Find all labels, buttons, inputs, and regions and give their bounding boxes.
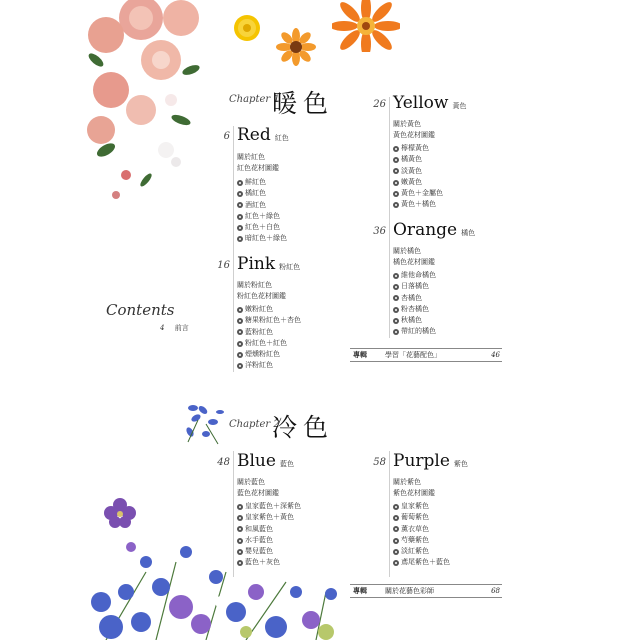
- list-item-label: 黃色＋金屬色: [401, 189, 443, 198]
- blue-flowers-image: [178, 398, 228, 446]
- bullet-icon: [393, 157, 399, 163]
- chapter2-label: Chapter 2: [229, 419, 280, 430]
- list-item-label: 粉杏橘色: [401, 304, 429, 313]
- list-item-label: 黃色＋橘色: [401, 200, 436, 209]
- section-title-en: Purple: [393, 451, 450, 471]
- list-item-label: 洋粉紅色: [245, 361, 273, 370]
- bullet-icon: [237, 180, 243, 186]
- list-item[interactable]: [393, 143, 443, 154]
- bullet-icon: [393, 295, 399, 301]
- list-item[interactable]: [237, 304, 301, 315]
- list-item-label: 和風藍色: [245, 524, 273, 533]
- bullet-icon: [393, 549, 399, 555]
- bullet-icon: [237, 549, 243, 555]
- section-about: 關於橘色: [393, 247, 421, 255]
- bullet-icon: [393, 284, 399, 290]
- section-page-number: 48: [217, 457, 230, 468]
- list-item[interactable]: [393, 546, 450, 557]
- chapter1-title: 暖色: [272, 89, 335, 118]
- bullet-icon: [393, 202, 399, 208]
- list-item-label: 粉紅色＋紅色: [245, 338, 287, 347]
- section-title-en: Red: [237, 125, 271, 145]
- list-item[interactable]: [237, 188, 287, 199]
- section-description: [237, 280, 286, 302]
- list-item[interactable]: [237, 233, 287, 244]
- list-item-label: 芍藥紫色: [401, 535, 429, 544]
- list-item[interactable]: [237, 349, 301, 360]
- bullet-icon: [393, 307, 399, 313]
- section-title-zh: 藍色: [279, 460, 294, 468]
- list-item[interactable]: [237, 200, 287, 211]
- list-item[interactable]: [237, 512, 301, 523]
- section-description: [393, 246, 435, 268]
- section-description: [237, 477, 279, 499]
- list-item-label: 鮮紅色: [245, 178, 266, 186]
- bullet-icon: [237, 329, 243, 335]
- section-page-number: 58: [373, 457, 386, 468]
- divider-line: [233, 126, 234, 372]
- bullet-icon: [237, 318, 243, 324]
- bullet-icon: [393, 180, 399, 186]
- preface-label: 前言: [174, 324, 189, 332]
- list-item[interactable]: [393, 501, 450, 512]
- section-page-number: 26: [373, 99, 386, 110]
- list-item[interactable]: [237, 211, 287, 222]
- preface-page-number: 4: [160, 324, 165, 332]
- list-item-label: 暗紅色＋綠色: [245, 234, 287, 243]
- bullet-icon: [237, 538, 243, 544]
- section-title-zh: 橘色: [461, 229, 476, 237]
- bullet-icon: [237, 515, 243, 521]
- list-item-label: 日落橘色: [401, 282, 429, 291]
- bullet-icon: [393, 504, 399, 510]
- list-item[interactable]: [393, 557, 450, 568]
- topic-page-number: 68: [491, 587, 500, 595]
- list-item[interactable]: [237, 546, 301, 557]
- section-item-list: [237, 304, 301, 372]
- list-item[interactable]: [393, 326, 436, 337]
- section-title-zh: 紫色: [453, 460, 468, 468]
- list-item-label: 皇家紫色: [401, 502, 429, 510]
- topic-tag: 專輯: [353, 586, 367, 595]
- section-title: [393, 451, 468, 471]
- list-item-label: 嫩黃色: [401, 177, 422, 186]
- bullet-icon: [393, 146, 399, 152]
- section-description: [393, 477, 435, 499]
- list-item-label: 嫩粉紅色: [245, 305, 273, 313]
- section-guide: 粉紅色花材圖鑑: [237, 292, 286, 300]
- section-title-en: Yellow: [393, 93, 449, 113]
- list-item[interactable]: [237, 338, 301, 349]
- section-title-zh: 紅色: [274, 134, 289, 142]
- list-item-label: 皇家紫色＋黃色: [245, 513, 294, 522]
- section-guide: 橘色花材圖鑑: [393, 258, 435, 266]
- topic-bar[interactable]: [350, 584, 502, 598]
- contents-title: Contents: [106, 301, 175, 319]
- list-item-label: 酒紅色: [245, 200, 266, 209]
- list-item-label: 秋橘色: [401, 316, 422, 325]
- bullet-icon: [393, 273, 399, 279]
- bullet-icon: [393, 191, 399, 197]
- orange-flower-small-image: [276, 28, 316, 66]
- list-item-label: 薰衣草色: [401, 524, 429, 533]
- bullet-icon: [237, 202, 243, 208]
- list-item[interactable]: [393, 524, 450, 535]
- list-item-label: 杏橘色: [401, 293, 422, 302]
- bullet-icon: [237, 504, 243, 510]
- list-item[interactable]: [393, 177, 443, 188]
- list-item[interactable]: [393, 315, 436, 326]
- bullet-icon: [393, 526, 399, 532]
- bullet-icon: [237, 341, 243, 347]
- section-guide: 紅色花材圖鑑: [237, 164, 279, 172]
- section-item-list: [237, 177, 287, 245]
- section-title: [237, 254, 300, 274]
- list-item-label: 嬰兒藍色: [245, 547, 273, 556]
- list-item[interactable]: [393, 154, 443, 165]
- list-item[interactable]: [393, 188, 443, 199]
- list-item-label: 糖果粉紅色＋杏色: [245, 316, 301, 325]
- section-page-number: 16: [217, 260, 230, 271]
- list-item-label: 煙燻粉紅色: [245, 350, 280, 359]
- divider-line: [233, 451, 234, 577]
- purple-flower-image: [104, 498, 136, 528]
- topic-text: 學習「花藝配色」: [385, 351, 441, 359]
- section-about: 關於黃色: [393, 120, 421, 128]
- section-title: [237, 125, 289, 145]
- list-item-label: 紅色＋綠色: [245, 211, 280, 220]
- list-item-label: 藍粉紅色: [245, 327, 273, 336]
- section-item-list: [393, 501, 450, 569]
- list-item[interactable]: [237, 360, 301, 371]
- topic-page-number: 46: [491, 351, 500, 359]
- section-title: [393, 220, 475, 240]
- section-description: [393, 119, 435, 141]
- section-description: [237, 152, 279, 174]
- list-item[interactable]: [237, 557, 301, 568]
- list-item-label: 皇家藍色＋深紫色: [245, 502, 301, 510]
- list-item[interactable]: [237, 327, 301, 338]
- bullet-icon: [393, 168, 399, 174]
- list-item[interactable]: [237, 177, 287, 188]
- yellow-flower-image: [232, 13, 262, 43]
- list-item-label: 鳶尾紫色＋藍色: [401, 558, 450, 567]
- divider-line: [389, 451, 390, 577]
- preface-entry[interactable]: [160, 323, 189, 333]
- bullet-icon: [393, 318, 399, 324]
- bullet-icon: [393, 538, 399, 544]
- bullet-icon: [237, 363, 243, 369]
- list-item[interactable]: [393, 270, 436, 281]
- list-item-label: 檸檬黃色: [401, 144, 429, 152]
- section-title-en: Blue: [237, 451, 276, 471]
- section-title-en: Pink: [237, 254, 276, 274]
- list-item-label: 淡黃色: [401, 166, 422, 175]
- chapter2-title: 冷色: [272, 413, 335, 442]
- bullet-icon: [237, 225, 243, 231]
- bullet-icon: [393, 560, 399, 566]
- section-about: 關於紫色: [393, 478, 421, 486]
- section-item-list: [393, 143, 443, 211]
- list-item-label: 橘紅色: [245, 189, 266, 198]
- section-guide: 黃色花材圖鑑: [393, 131, 435, 139]
- bullet-icon: [237, 307, 243, 313]
- section-item-list: [393, 270, 436, 338]
- pink-roses-image: [86, 0, 204, 215]
- list-item[interactable]: [393, 512, 450, 523]
- list-item-label: 帶紅的橘色: [401, 327, 436, 336]
- section-title-zh: 粉紅色: [279, 263, 301, 271]
- list-item[interactable]: [237, 222, 287, 233]
- bullet-icon: [237, 214, 243, 220]
- section-title-en: Orange: [393, 220, 458, 240]
- blue-bouquet-image: [86, 532, 346, 640]
- chapter1-label: Chapter 1: [229, 94, 280, 105]
- section-guide: 藍色花材圖鑑: [237, 489, 279, 497]
- list-item-label: 淡紅紫色: [401, 547, 429, 556]
- section-page-number: 36: [373, 226, 386, 237]
- bullet-icon: [237, 560, 243, 566]
- section-about: 關於紅色: [237, 153, 265, 161]
- divider-line: [389, 97, 390, 338]
- list-item[interactable]: [237, 524, 301, 535]
- section-page-number: 6: [223, 131, 230, 142]
- orange-gerbera-image: [332, 0, 400, 52]
- list-item-label: 維他命橘色: [401, 271, 436, 279]
- section-about: 關於藍色: [237, 478, 265, 486]
- list-item[interactable]: [393, 304, 436, 315]
- list-item[interactable]: [393, 199, 443, 210]
- section-title-zh: 黃色: [452, 102, 467, 110]
- list-item[interactable]: [237, 535, 301, 546]
- topic-text: 關於花藝色彩師: [385, 587, 434, 595]
- topic-tag: 專輯: [353, 350, 367, 359]
- section-guide: 紫色花材圖鑑: [393, 489, 435, 497]
- list-item[interactable]: [237, 315, 301, 326]
- bullet-icon: [393, 329, 399, 335]
- bullet-icon: [393, 515, 399, 521]
- section-about: 關於粉紅色: [237, 281, 272, 289]
- list-item[interactable]: [393, 166, 443, 177]
- list-item-label: 水手藍色: [245, 535, 273, 544]
- section-title: [237, 451, 294, 471]
- list-item[interactable]: [393, 293, 436, 304]
- bullet-icon: [237, 526, 243, 532]
- list-item[interactable]: [393, 281, 436, 292]
- bullet-icon: [237, 191, 243, 197]
- bullet-icon: [237, 236, 243, 242]
- list-item-label: 葡萄紫色: [401, 513, 429, 522]
- list-item[interactable]: [393, 535, 450, 546]
- list-item-label: 藍色＋灰色: [245, 558, 280, 567]
- section-title: [393, 93, 466, 113]
- bullet-icon: [237, 352, 243, 358]
- topic-bar[interactable]: [350, 348, 502, 362]
- list-item-label: 橘黃色: [401, 155, 422, 164]
- section-item-list: [237, 501, 301, 569]
- list-item[interactable]: [237, 501, 301, 512]
- list-item-label: 紅色＋白色: [245, 223, 280, 232]
